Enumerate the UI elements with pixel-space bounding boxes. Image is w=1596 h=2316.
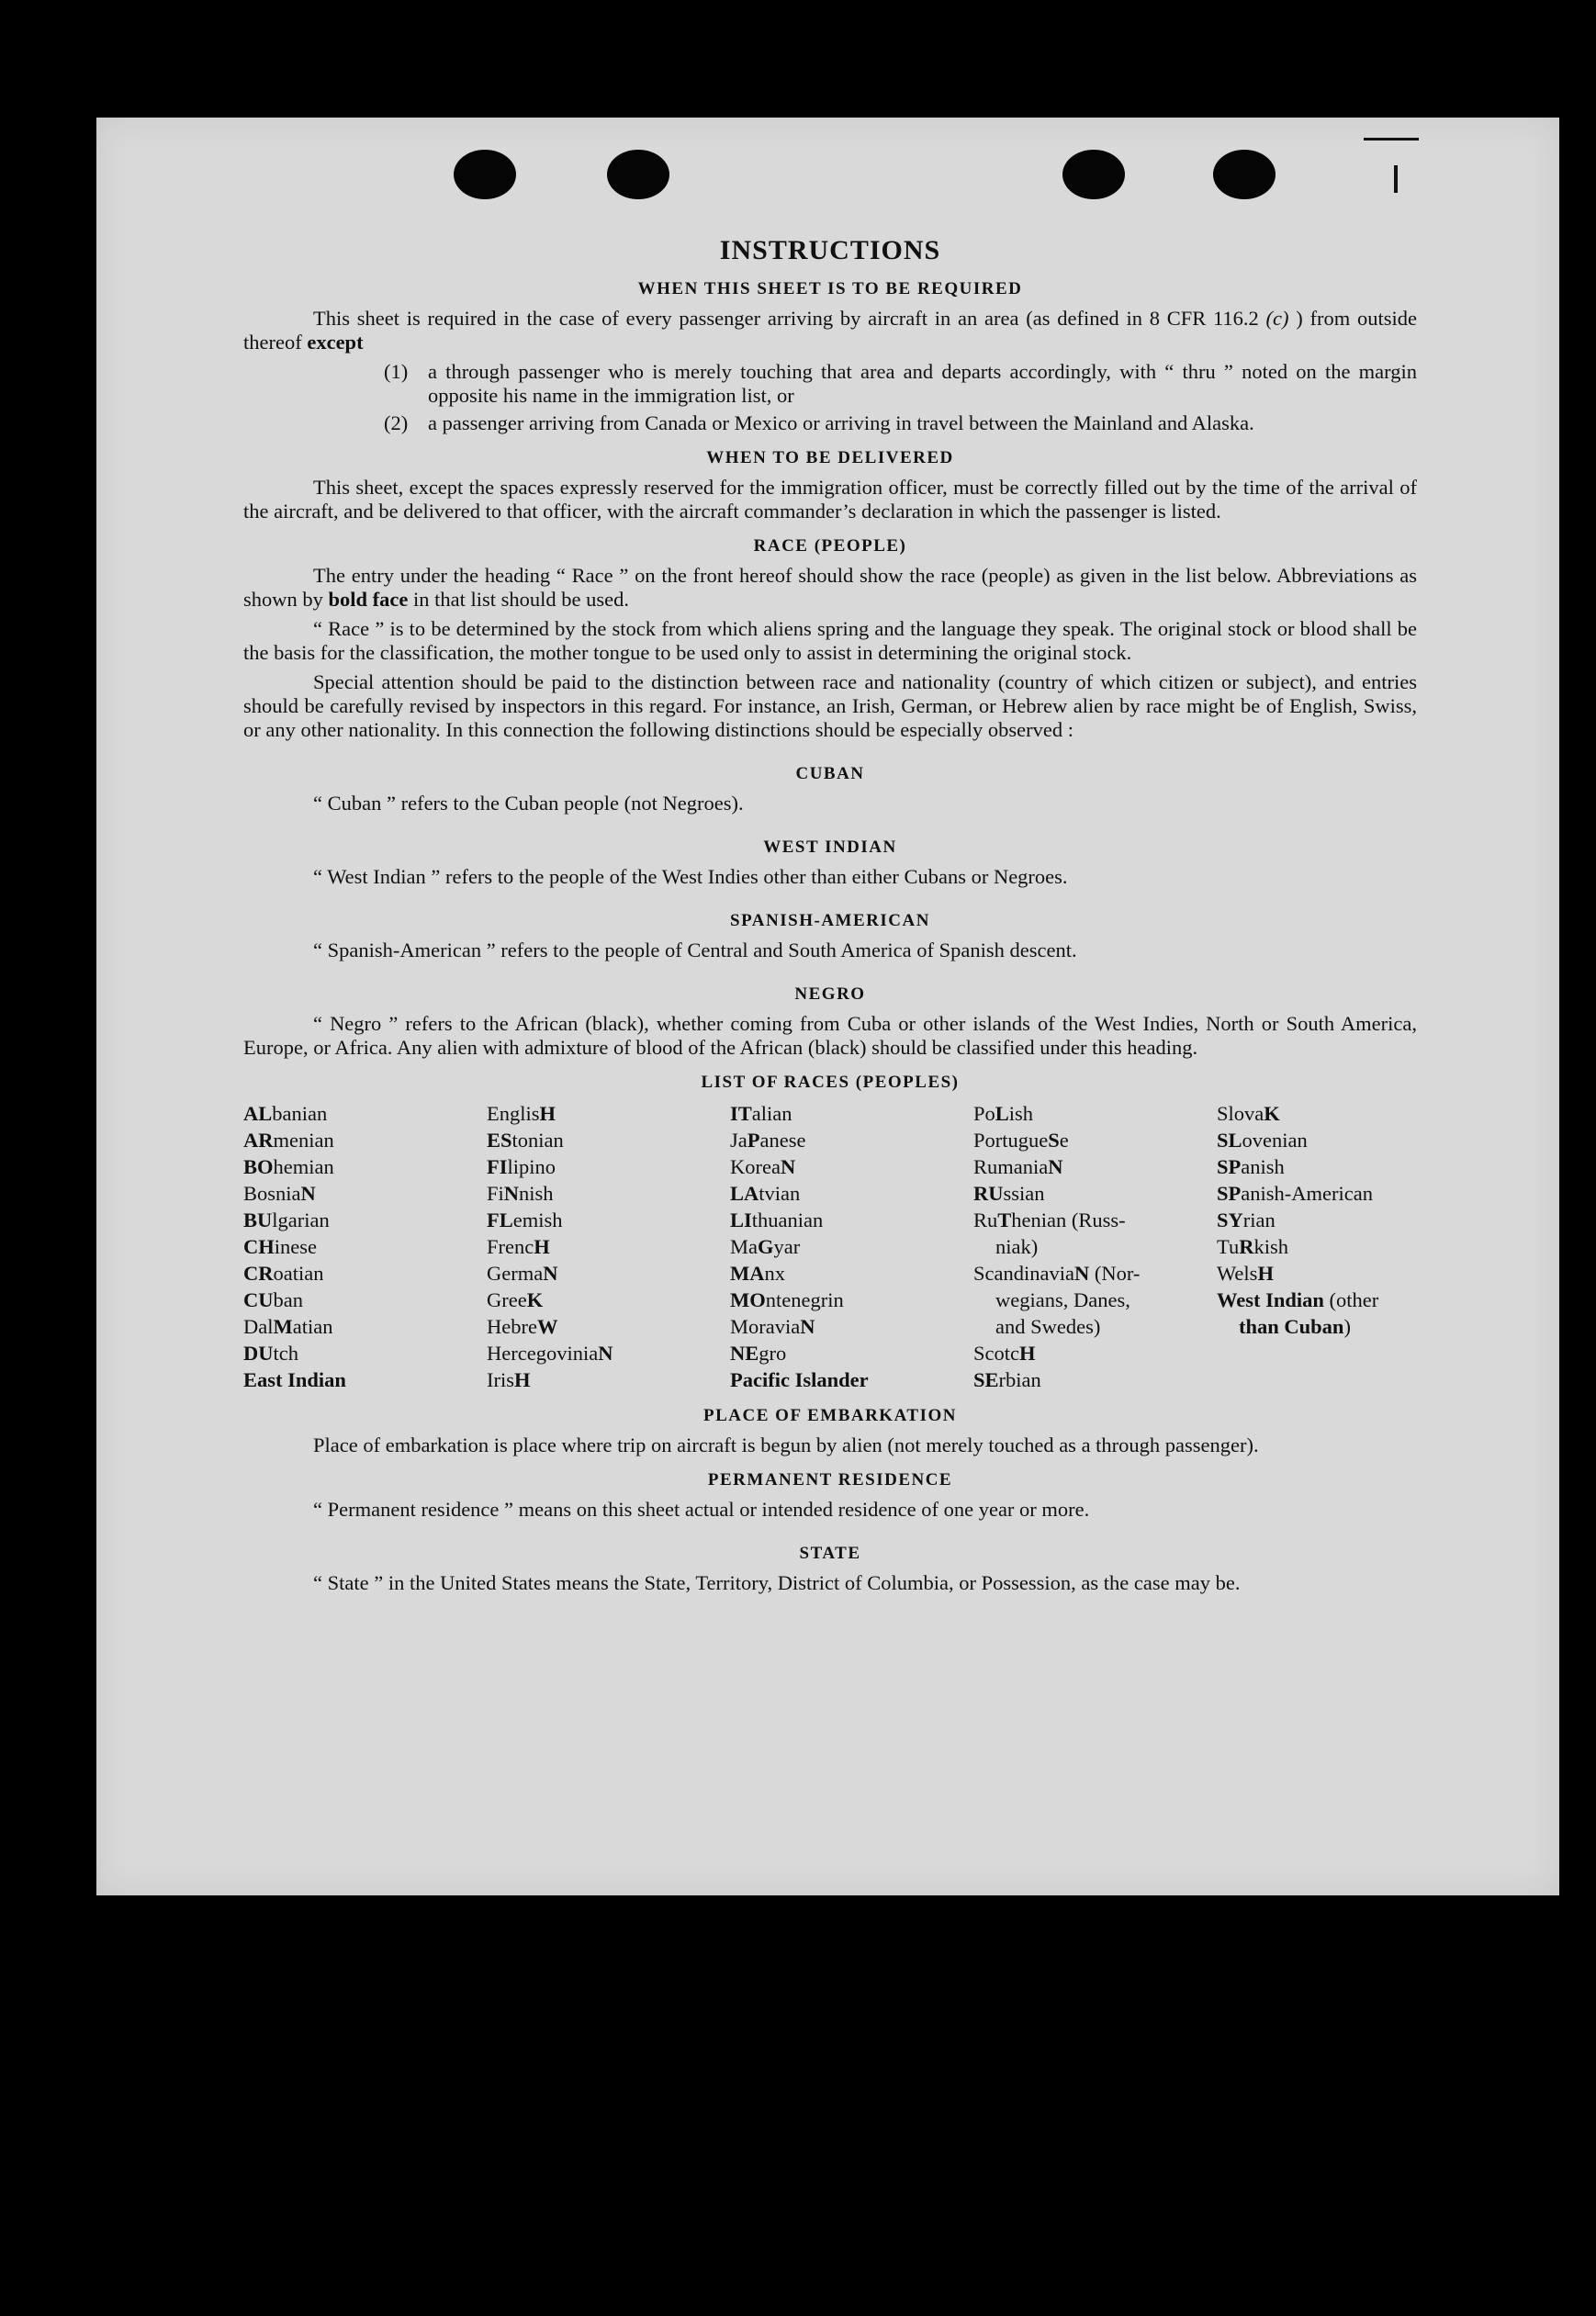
- required-item: (2) a passenger arriving from Canada or Mexico or arriving in travel between the Mainland and Alaska.: [384, 411, 1254, 434]
- race-entry: SPanish: [1217, 1155, 1285, 1178]
- race-column: [1217, 1100, 1417, 1393]
- race-entry: LIthuanian: [730, 1209, 824, 1231]
- race-entry: MOntenegrin: [730, 1288, 844, 1311]
- race-entry: MoraviaN: [730, 1315, 815, 1338]
- race-entry: BUlgarian: [243, 1209, 330, 1231]
- race-entry: IrisH: [487, 1368, 531, 1391]
- race-entry: NEgro: [730, 1342, 787, 1365]
- race-entry: SLovenian: [1217, 1129, 1308, 1152]
- race-entry: ARmenian: [243, 1129, 334, 1152]
- race-entry: ITalian: [730, 1102, 792, 1125]
- section-heading-spanish-american: SPANISH-AMERICAN: [730, 911, 930, 930]
- race-entry: GreeK: [487, 1288, 544, 1311]
- race-entry: KoreaN: [730, 1155, 796, 1178]
- race-entry: FrencH: [487, 1235, 550, 1258]
- race-entry: WelsH: [1217, 1262, 1274, 1285]
- punch-hole: [607, 150, 669, 199]
- race-entry: RuThenian (Russ-: [973, 1209, 1126, 1231]
- race-entry: CUban: [243, 1288, 303, 1311]
- section-heading-race: RACE (PEOPLE): [753, 536, 907, 556]
- race-entry: FIlipino: [487, 1155, 556, 1178]
- race-entry: FLemish: [487, 1209, 563, 1231]
- race-column: [243, 1100, 487, 1393]
- race-entry: RumaniaN: [973, 1155, 1063, 1178]
- race-entry: FiNnish: [487, 1182, 554, 1205]
- section-heading-list: LIST OF RACES (PEOPLES): [701, 1073, 960, 1092]
- race-entry: than Cuban): [1239, 1315, 1351, 1338]
- section-heading-west-indian: WEST INDIAN: [763, 838, 897, 857]
- race-entry: niak): [995, 1235, 1039, 1258]
- race-paragraph-3: Special attention should be paid to the distinction between race and nationality (country of which citizen or subject), and entries should be carefully revised by inspectors in this regard. For instance, an Irish, German, or Hebrew alien by race might be of English, Swiss, or any other nationality. In this connection the following distinctions should be especially observed :: [243, 670, 1417, 741]
- staple-mark: [1394, 165, 1398, 193]
- race-entry: ScandinaviaN (Nor-: [973, 1262, 1141, 1285]
- race-column: [973, 1100, 1217, 1393]
- cuban-text: “ Cuban ” refers to the Cuban people (not Negroes).: [313, 792, 744, 815]
- race-entry: RUssian: [973, 1182, 1045, 1205]
- race-entry: CHinese: [243, 1235, 317, 1258]
- race-entry: DUtch: [243, 1342, 298, 1365]
- race-entry: West Indian (other: [1217, 1288, 1379, 1311]
- race-entry: BOhemian: [243, 1155, 334, 1178]
- state-text: “ State ” in the United States means the State, Territory, District of Columbia, or Possession, as the case may be.: [313, 1571, 1241, 1594]
- race-column: [487, 1100, 730, 1393]
- race-paragraph-2: “ Race ” is to be determined by the stock from which aliens spring and the language they speak. The original stock or blood shall be the basis for the classification, the mother tongue to be used only to assist in determining the original stock.: [243, 617, 1417, 664]
- section-heading-required: WHEN THIS SHEET IS TO BE REQUIRED: [637, 279, 1023, 298]
- race-entry: JaPanese: [730, 1129, 806, 1152]
- section-heading-delivered: WHEN TO BE DELIVERED: [706, 448, 954, 467]
- section-heading-embarkation: PLACE OF EMBARKATION: [703, 1406, 957, 1425]
- race-entry: SPanish-American: [1217, 1182, 1373, 1205]
- race-entry: ALbanian: [243, 1102, 328, 1125]
- race-entry: BosniaN: [243, 1182, 316, 1205]
- document-sheet: [96, 118, 1559, 1895]
- race-entry: GermaN: [487, 1262, 558, 1285]
- race-entry: EStonian: [487, 1129, 564, 1152]
- west-indian-text: “ West Indian ” refers to the people of the West Indies other than either Cubans or Negroes.: [313, 865, 1068, 888]
- race-entry: CRoatian: [243, 1262, 324, 1285]
- section-heading-state: STATE: [799, 1544, 861, 1563]
- residence-text: “ Permanent residence ” means on this sheet actual or intended residence of one year or more.: [313, 1498, 1090, 1521]
- required-intro: This sheet is required in the case of every passenger arriving by aircraft in an area (as defined in 8 CFR 116.2 (c) ) from outside thereof except: [243, 307, 1417, 354]
- race-entry: ScotcH: [973, 1342, 1036, 1365]
- race-entry: DalMatian: [243, 1315, 333, 1338]
- race-entry: HebreW: [487, 1315, 558, 1338]
- punch-hole: [1062, 150, 1125, 199]
- section-heading-residence: PERMANENT RESIDENCE: [707, 1470, 953, 1490]
- page-title: INSTRUCTIONS: [719, 235, 941, 265]
- race-entry: and Swedes): [995, 1315, 1101, 1338]
- staple-mark: [1364, 138, 1419, 141]
- race-entry: PortugueSe: [973, 1129, 1069, 1152]
- race-entry: MaGyar: [730, 1235, 801, 1258]
- race-entry: EnglisH: [487, 1102, 556, 1125]
- race-entry: SYrian: [1217, 1209, 1276, 1231]
- race-entry: SlovaK: [1217, 1102, 1280, 1125]
- section-heading-negro: NEGRO: [794, 984, 866, 1004]
- punch-hole: [454, 150, 516, 199]
- race-entry: SErbian: [973, 1368, 1041, 1391]
- race-entry: PoLish: [973, 1102, 1034, 1125]
- race-entry: TuRkish: [1217, 1235, 1288, 1258]
- punch-hole: [1213, 150, 1276, 199]
- race-entry: East Indian: [243, 1368, 346, 1391]
- race-entry: HercegoviniaN: [487, 1342, 613, 1365]
- race-entry: LAtvian: [730, 1182, 801, 1205]
- embarkation-text: Place of embarkation is place where trip on aircraft is begun by alien (not merely touched as a through passenger).: [313, 1433, 1259, 1456]
- instructions-content: [243, 235, 1417, 1601]
- race-column: [730, 1100, 973, 1393]
- race-paragraph-1: The entry under the heading “ Race ” on the front hereof should show the race (people) as given in the list below. Abbreviations as shown by bold face in that list should be used.: [243, 564, 1417, 611]
- negro-text: “ Negro ” refers to the African (black), whether coming from Cuba or other islands of the West Indies, North or South America, Europe, or Africa. Any alien with admixture of blood of the African (black) should be classified under this heading.: [243, 1012, 1417, 1059]
- required-item: (1) a through passenger who is merely touching that area and departs accordingly, with “ thru ” noted on the margin opposite his name in the immigration list, or: [384, 360, 1417, 407]
- race-entry: MAnx: [730, 1262, 785, 1285]
- section-heading-cuban: CUBAN: [795, 764, 865, 783]
- delivered-text: This sheet, except the spaces expressly reserved for the immigration officer, must be correctly filled out by the time of the arrival of the aircraft, and be delivered to that officer, with the aircraft commander’s declaration in which the passenger is listed.: [243, 476, 1417, 523]
- race-list: [243, 1100, 1417, 1393]
- race-entry: Pacific Islander: [730, 1368, 869, 1391]
- spanish-american-text: “ Spanish-American ” refers to the people of Central and South America of Spanish descent.: [313, 939, 1077, 961]
- race-entry: wegians, Danes,: [995, 1288, 1130, 1311]
